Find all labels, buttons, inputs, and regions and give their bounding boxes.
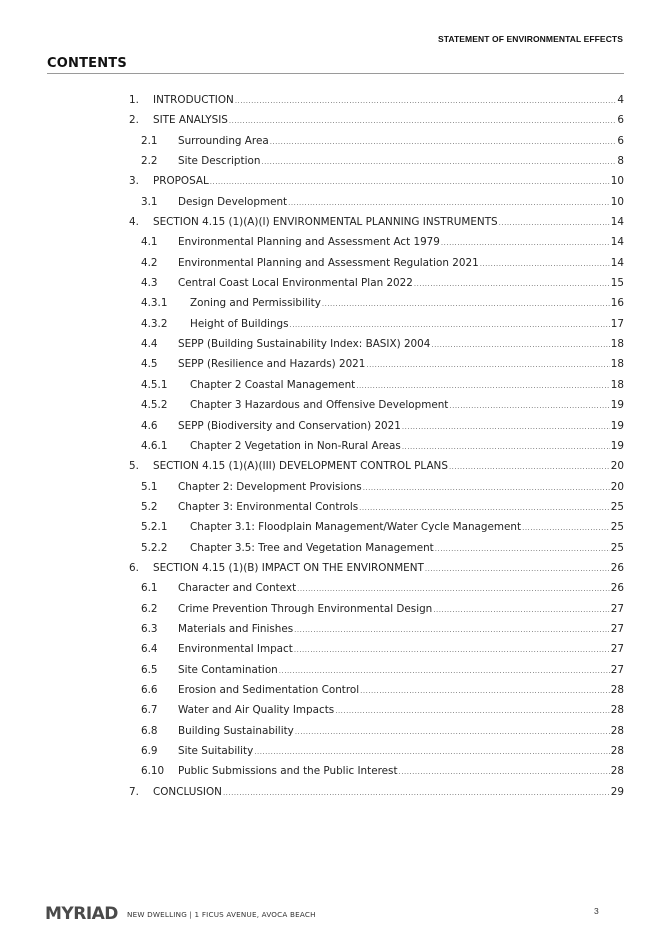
toc-entry-line bbox=[178, 582, 624, 594]
toc-dot-leader bbox=[402, 423, 610, 431]
toc-entry-number: 6. bbox=[129, 561, 139, 574]
footer-page-number: 3 bbox=[594, 906, 599, 916]
toc-dot-leader bbox=[449, 402, 609, 410]
toc-entry[interactable] bbox=[127, 478, 624, 498]
toc-entry-title: Height of Buildings bbox=[190, 317, 289, 330]
toc-entry[interactable] bbox=[127, 457, 624, 477]
toc-dot-leader bbox=[210, 178, 610, 186]
toc-entry[interactable] bbox=[127, 783, 624, 803]
toc-entry-line bbox=[153, 216, 624, 228]
toc-dot-leader bbox=[294, 646, 610, 654]
heading-divider bbox=[47, 73, 624, 74]
toc-entry-page: 28 bbox=[610, 724, 624, 737]
toc-entry-title: Surrounding Area bbox=[178, 134, 269, 147]
toc-entry-title: Central Coast Local Environmental Plan 2022 bbox=[178, 277, 413, 290]
toc-entry-line bbox=[178, 664, 624, 676]
toc-entry[interactable] bbox=[127, 701, 624, 721]
toc-dot-leader bbox=[363, 484, 610, 492]
toc-entry-page: 27 bbox=[610, 602, 624, 615]
toc-entry-number: 4.3.1 bbox=[141, 297, 168, 310]
toc-entry[interactable] bbox=[127, 213, 624, 233]
toc-entry-page: 28 bbox=[610, 765, 624, 778]
footer-project-name: NEW DWELLING | 1 FICUS AVENUE, AVOCA BEACH bbox=[127, 910, 316, 919]
toc-entry-line bbox=[190, 521, 624, 533]
toc-entry[interactable] bbox=[127, 722, 624, 742]
toc-entry[interactable] bbox=[127, 498, 624, 518]
toc-entry-line bbox=[178, 481, 624, 493]
toc-dot-leader bbox=[425, 565, 610, 573]
toc-entry-title: Chapter 2 Coastal Management bbox=[190, 378, 356, 391]
toc-entry[interactable] bbox=[127, 193, 624, 213]
toc-dot-leader bbox=[261, 158, 616, 166]
toc-entry-page: 25 bbox=[610, 500, 624, 513]
toc-entry-title: CONCLUSION bbox=[153, 785, 222, 798]
toc-entry[interactable] bbox=[127, 579, 624, 599]
toc-entry[interactable] bbox=[127, 396, 624, 416]
toc-entry-line bbox=[178, 155, 624, 167]
toc-entry-title: Chapter 2 Vegetation in Non-Rural Areas bbox=[190, 439, 401, 452]
toc-entry-title: Chapter 3: Environmental Controls bbox=[178, 500, 359, 513]
toc-entry-number: 4.2 bbox=[141, 256, 158, 269]
toc-entry-page: 15 bbox=[610, 277, 624, 290]
toc-entry-page: 10 bbox=[610, 195, 624, 208]
toc-entry[interactable] bbox=[127, 152, 624, 172]
toc-entry-number: 4.1 bbox=[141, 236, 158, 249]
toc-entry-title: SEPP (Biodiversity and Conservation) 2021 bbox=[178, 419, 401, 432]
toc-entry-title: Chapter 3 Hazardous and Offensive Development bbox=[190, 399, 449, 412]
toc-dot-leader bbox=[279, 667, 610, 675]
toc-entry-line bbox=[190, 399, 624, 411]
toc-entry-line bbox=[178, 277, 624, 289]
toc-entry-line bbox=[178, 684, 624, 696]
toc-entry-number: 1. bbox=[129, 94, 139, 106]
toc-entry[interactable] bbox=[127, 742, 624, 762]
toc-dot-leader bbox=[235, 97, 617, 105]
toc-entry-number: 5.2.2 bbox=[141, 541, 168, 554]
toc-entry[interactable] bbox=[127, 681, 624, 701]
toc-entry-number: 2.1 bbox=[141, 134, 158, 147]
toc-entry-page: 18 bbox=[610, 358, 624, 371]
toc-entry-title: SEPP (Resilience and Hazards) 2021 bbox=[178, 358, 366, 371]
toc-entry-number: 5. bbox=[129, 460, 139, 473]
toc-entry-page: 25 bbox=[610, 521, 624, 534]
toc-dot-leader bbox=[359, 504, 610, 512]
toc-entry-title: SITE ANALYSIS bbox=[153, 114, 228, 127]
toc-entry-page: 17 bbox=[610, 317, 624, 330]
toc-entry[interactable] bbox=[127, 294, 624, 314]
toc-entry-number: 5.1 bbox=[141, 480, 158, 493]
toc-dot-leader bbox=[270, 138, 617, 146]
toc-entry-title: INTRODUCTION bbox=[153, 94, 234, 106]
document-header-title: STATEMENT OF ENVIRONMENTAL EFFECTS bbox=[437, 34, 623, 44]
toc-entry-number: 4.3 bbox=[141, 277, 158, 290]
toc-entry-number: 6.1 bbox=[141, 582, 158, 595]
toc-entry-number: 6.3 bbox=[141, 622, 158, 635]
toc-entry-title: Public Submissions and the Public Interest bbox=[178, 765, 398, 778]
toc-entry-page: 19 bbox=[610, 399, 624, 412]
toc-entry[interactable] bbox=[127, 335, 624, 355]
myriad-logo: MYRIAD bbox=[45, 904, 118, 924]
toc-entry[interactable] bbox=[127, 376, 624, 396]
toc-entry-line bbox=[178, 338, 624, 350]
toc-entry-line bbox=[190, 318, 624, 330]
toc-entry[interactable] bbox=[127, 620, 624, 640]
toc-entry-number: 6.4 bbox=[141, 643, 158, 656]
toc-entry-page: 14 bbox=[610, 216, 624, 229]
toc-entry-page: 27 bbox=[610, 643, 624, 656]
toc-entry-title: Environmental Impact bbox=[178, 643, 293, 656]
toc-entry-line bbox=[153, 175, 624, 187]
toc-dot-leader bbox=[322, 300, 610, 308]
toc-entry-line bbox=[178, 765, 624, 777]
toc-entry-number: 6.5 bbox=[141, 663, 158, 676]
table-of-contents bbox=[127, 91, 624, 803]
toc-entry-page: 19 bbox=[610, 439, 624, 452]
toc-entry-line bbox=[178, 236, 624, 248]
toc-entry-page: 6 bbox=[617, 134, 624, 147]
toc-dot-leader bbox=[288, 199, 610, 207]
toc-entry-line bbox=[190, 440, 624, 452]
toc-entry[interactable] bbox=[127, 172, 624, 192]
toc-entry-line bbox=[178, 420, 624, 432]
toc-entry-line bbox=[190, 379, 624, 391]
toc-entry-title: PROPOSAL bbox=[153, 175, 209, 188]
toc-dot-leader bbox=[480, 260, 610, 268]
toc-dot-leader bbox=[431, 341, 609, 349]
toc-entry-number: 2. bbox=[129, 114, 139, 127]
toc-entry-number: 5.2 bbox=[141, 500, 158, 513]
toc-entry-line bbox=[178, 725, 624, 737]
toc-dot-leader bbox=[402, 443, 610, 451]
toc-entry-title: Building Sustainability bbox=[178, 724, 294, 737]
toc-entry-title: SECTION 4.15 (1)(A)(III) DEVELOPMENT CONTROL PLANS bbox=[153, 460, 448, 473]
toc-entry[interactable] bbox=[127, 254, 624, 274]
toc-entry-line bbox=[178, 358, 624, 370]
toc-dot-leader bbox=[335, 707, 610, 715]
toc-entry-page: 16 bbox=[610, 297, 624, 310]
toc-entry-line bbox=[190, 542, 624, 554]
toc-dot-leader bbox=[294, 626, 610, 634]
toc-entry[interactable] bbox=[127, 518, 624, 538]
toc-entry[interactable] bbox=[127, 762, 624, 782]
toc-entry-page: 14 bbox=[610, 236, 624, 249]
toc-entry[interactable] bbox=[127, 539, 624, 559]
toc-entry[interactable] bbox=[127, 132, 624, 152]
toc-dot-leader bbox=[229, 117, 617, 125]
toc-entry[interactable] bbox=[127, 274, 624, 294]
toc-entry-title: SEPP (Building Sustainability Index: BASIX) 2004 bbox=[178, 338, 431, 351]
toc-entry-number: 2.2 bbox=[141, 155, 158, 168]
toc-entry-number: 4.3.2 bbox=[141, 317, 168, 330]
toc-entry-number: 4.6 bbox=[141, 419, 158, 432]
toc-entry-title: Site Suitability bbox=[178, 745, 254, 757]
toc-dot-leader bbox=[290, 321, 610, 329]
toc-entry[interactable] bbox=[127, 111, 624, 131]
toc-entry-line bbox=[153, 562, 624, 574]
toc-entry-page: 19 bbox=[610, 419, 624, 432]
toc-entry-line bbox=[178, 704, 624, 716]
toc-entry-line bbox=[153, 94, 624, 106]
toc-entry[interactable] bbox=[127, 437, 624, 457]
toc-dot-leader bbox=[441, 239, 610, 247]
toc-entry-number: 4. bbox=[129, 216, 139, 229]
toc-dot-leader bbox=[449, 463, 610, 471]
toc-entry-number: 6.10 bbox=[141, 765, 165, 778]
toc-entry-page: 20 bbox=[610, 460, 624, 473]
toc-entry-line bbox=[178, 623, 624, 635]
toc-dot-leader bbox=[414, 280, 610, 288]
toc-entry-title: Chapter 3.1: Floodplain Management/Water Cycle Management bbox=[190, 521, 522, 534]
toc-dot-leader bbox=[356, 382, 610, 390]
toc-dot-leader bbox=[433, 606, 610, 614]
toc-entry-page: 10 bbox=[610, 175, 624, 188]
toc-dot-leader bbox=[297, 585, 610, 593]
toc-entry-line bbox=[178, 745, 624, 757]
toc-entry-number: 4.4 bbox=[141, 338, 158, 351]
toc-entry-page: 28 bbox=[610, 745, 624, 757]
toc-entry[interactable] bbox=[127, 600, 624, 620]
toc-entry-line bbox=[190, 297, 624, 309]
toc-entry-title: Crime Prevention Through Environmental Design bbox=[178, 602, 433, 615]
toc-entry-page: 28 bbox=[610, 683, 624, 696]
toc-entry-title: Chapter 2: Development Provisions bbox=[178, 480, 362, 493]
toc-entry-title: Water and Air Quality Impacts bbox=[178, 704, 335, 717]
toc-entry-number: 4.5 bbox=[141, 358, 158, 371]
toc-entry-number: 6.2 bbox=[141, 602, 158, 615]
toc-entry-page: 18 bbox=[610, 378, 624, 391]
toc-entry-title: Environmental Planning and Assessment Regulation 2021 bbox=[178, 256, 479, 269]
toc-entry[interactable] bbox=[127, 417, 624, 437]
toc-entry-title: Chapter 3.5: Tree and Vegetation Management bbox=[190, 541, 434, 554]
toc-entry-page: 18 bbox=[610, 338, 624, 351]
toc-entry-number: 6.8 bbox=[141, 724, 158, 737]
toc-entry-line bbox=[178, 501, 624, 513]
toc-entry[interactable] bbox=[127, 559, 624, 579]
contents-heading: CONTENTS bbox=[47, 56, 127, 71]
toc-entry-line bbox=[178, 603, 624, 615]
toc-entry-line bbox=[178, 643, 624, 655]
toc-dot-leader bbox=[295, 728, 610, 736]
toc-entry-line bbox=[178, 257, 624, 269]
toc-entry-number: 6.6 bbox=[141, 683, 158, 696]
toc-entry-number: 5.2.1 bbox=[141, 521, 168, 534]
toc-entry-title: Zoning and Permissibility bbox=[190, 297, 321, 310]
toc-entry-title: Character and Context bbox=[178, 582, 297, 595]
toc-entry-number: 7. bbox=[129, 785, 139, 798]
toc-dot-leader bbox=[254, 748, 610, 756]
toc-dot-leader bbox=[435, 545, 610, 553]
toc-entry[interactable] bbox=[127, 315, 624, 335]
toc-entry[interactable] bbox=[127, 661, 624, 681]
toc-entry-number: 4.5.2 bbox=[141, 399, 168, 412]
toc-entry-title: Site Contamination bbox=[178, 663, 278, 676]
toc-entry-number: 4.5.1 bbox=[141, 378, 168, 391]
toc-entry-title: Materials and Finishes bbox=[178, 622, 294, 635]
toc-dot-leader bbox=[360, 687, 610, 695]
toc-entry-line bbox=[153, 114, 624, 126]
toc-entry[interactable] bbox=[127, 233, 624, 253]
toc-entry-title: Environmental Planning and Assessment Act 1979 bbox=[178, 236, 440, 249]
toc-entry-page: 6 bbox=[617, 114, 624, 127]
toc-dot-leader bbox=[522, 524, 610, 532]
toc-entry-title: SECTION 4.15 (1)(A)(I) ENVIRONMENTAL PLANNING INSTRUMENTS bbox=[153, 216, 498, 229]
toc-entry-page: 4 bbox=[617, 94, 624, 106]
toc-entry[interactable] bbox=[127, 355, 624, 375]
toc-entry-page: 26 bbox=[610, 561, 624, 574]
toc-dot-leader bbox=[499, 219, 610, 227]
toc-dot-leader bbox=[366, 361, 609, 369]
toc-entry-line bbox=[178, 196, 624, 208]
toc-entry-title: SECTION 4.15 (1)(B) IMPACT ON THE ENVIRONMENT bbox=[153, 561, 424, 574]
toc-entry-page: 26 bbox=[610, 582, 624, 595]
toc-dot-leader bbox=[399, 768, 610, 776]
toc-entry-title: Design Development bbox=[178, 195, 288, 208]
toc-entry-line bbox=[153, 460, 624, 472]
toc-entry-title: Erosion and Sedimentation Control bbox=[178, 683, 360, 696]
toc-dot-leader bbox=[223, 789, 610, 797]
toc-entry-page: 27 bbox=[610, 622, 624, 635]
toc-entry-number: 6.7 bbox=[141, 704, 158, 717]
toc-entry-number: 3. bbox=[129, 175, 139, 188]
toc-entry-line bbox=[178, 135, 624, 147]
toc-entry[interactable] bbox=[127, 91, 624, 111]
toc-entry-page: 28 bbox=[610, 704, 624, 717]
toc-entry-number: 3.1 bbox=[141, 195, 158, 208]
toc-entry-number: 6.9 bbox=[141, 745, 158, 757]
toc-entry[interactable] bbox=[127, 640, 624, 660]
toc-entry-page: 25 bbox=[610, 541, 624, 554]
toc-entry-page: 29 bbox=[610, 785, 624, 798]
toc-entry-page: 20 bbox=[610, 480, 624, 493]
toc-entry-page: 14 bbox=[610, 256, 624, 269]
toc-entry-page: 8 bbox=[617, 155, 624, 168]
toc-entry-page: 27 bbox=[610, 663, 624, 676]
toc-entry-line bbox=[153, 786, 624, 798]
toc-entry-number: 4.6.1 bbox=[141, 439, 168, 452]
toc-entry-title: Site Description bbox=[178, 155, 261, 168]
